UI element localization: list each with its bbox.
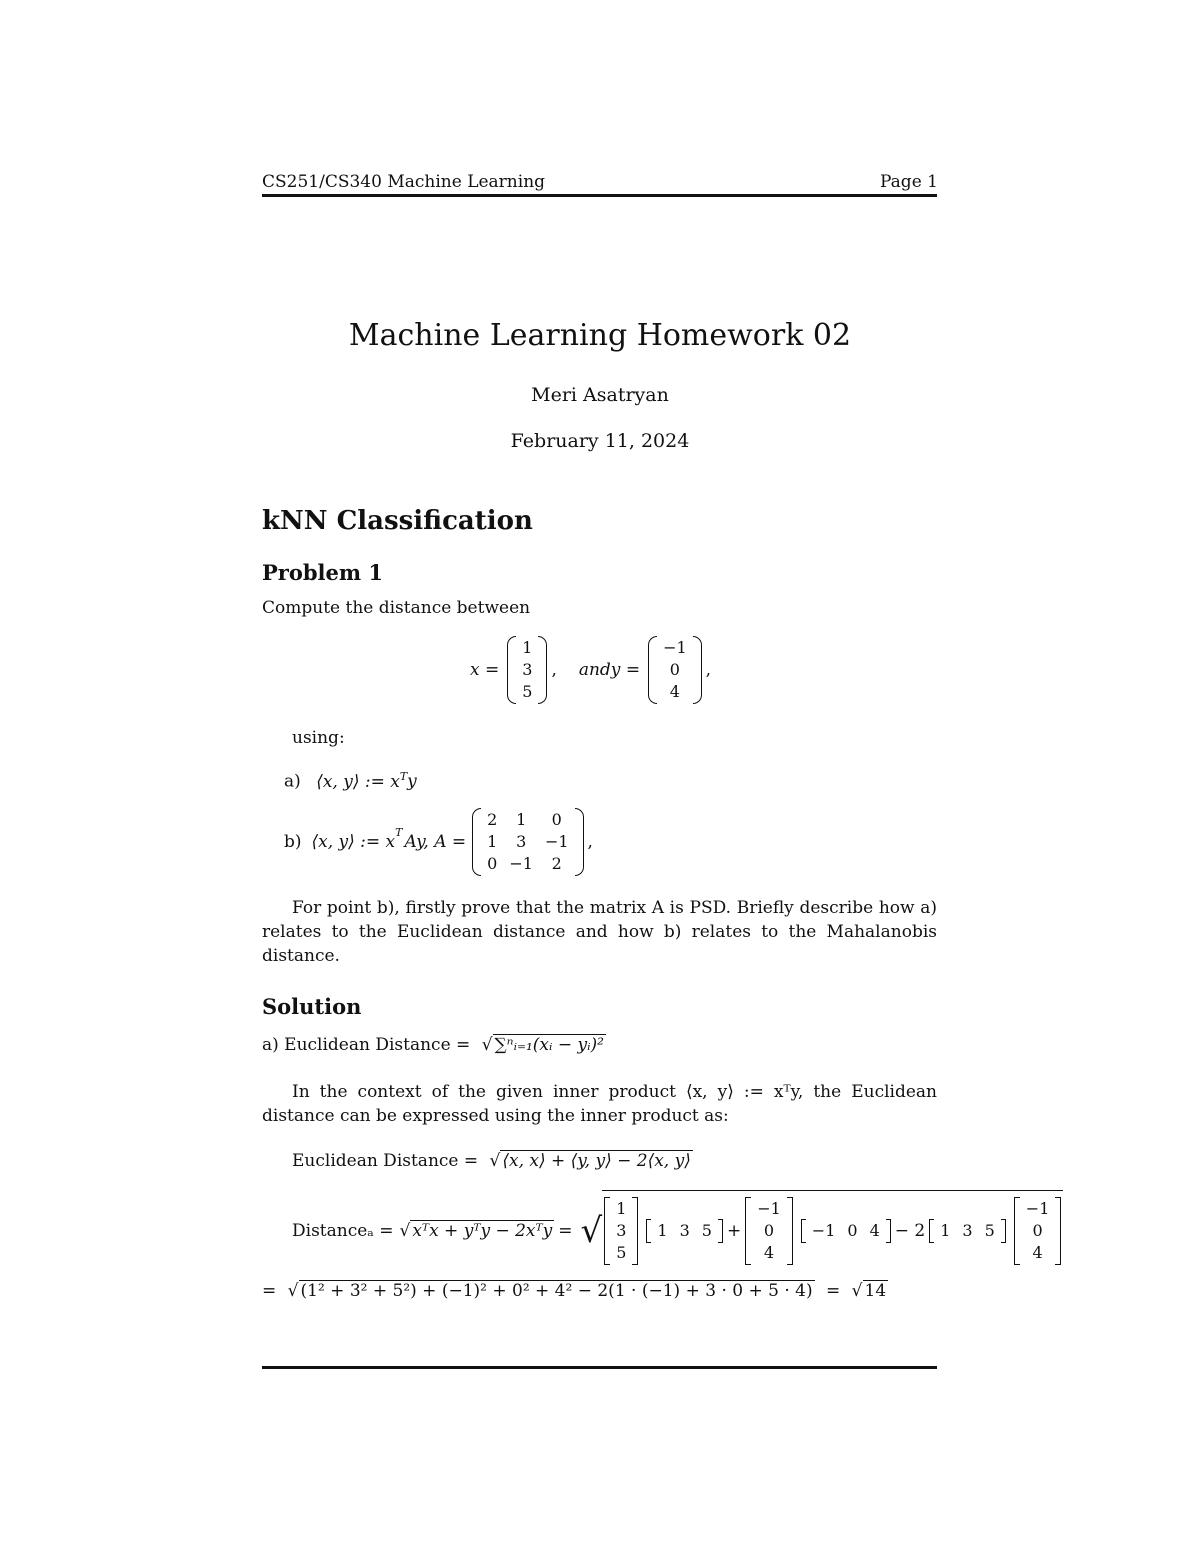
item-b-formula: ⟨x, y⟩ := x: [311, 832, 396, 852]
solution-heading: Solution: [262, 994, 362, 1019]
x-row-entry: 3: [962, 1221, 973, 1240]
plus: +: [726, 1221, 742, 1241]
problem-heading: Problem 1: [262, 560, 384, 585]
x-column-entry: 5: [616, 1243, 627, 1262]
matrix-a-entry: −1: [544, 832, 569, 851]
using-label: using:: [292, 728, 345, 748]
item-b-mid: Ay, A =: [404, 832, 467, 852]
y-row: [801, 1219, 891, 1243]
item-a-tail: y: [407, 771, 417, 792]
y-column-2: [1014, 1197, 1062, 1265]
matrix-a-entry: 3: [516, 832, 527, 851]
comma: ,: [705, 660, 712, 680]
x-column-entry: 3: [616, 1221, 627, 1240]
matrix-a-entry: 0: [487, 854, 498, 873]
minus-two: − 2: [894, 1221, 926, 1241]
distance-expansion: Distanceₐ = √ xᵀx + yᵀy − 2xᵀy = √ 1 3 5 1 3 5 + −1 0 4 −1 0 4 − 2 1 3 5 −1 0 4: [292, 1196, 1063, 1265]
y-column-entry: 4: [763, 1243, 775, 1262]
solution-line-a-formula: ∑ⁿᵢ₌₁(xᵢ − yᵢ)²: [494, 1035, 604, 1055]
final-result-line: = √ (1² + 3² + 5²) + (−1)² + 0² + 4² − 2(1 · (−1) + 3 · 0 + 5 · 4) = √ 14: [262, 1281, 887, 1301]
x-vector: [507, 636, 547, 704]
item-a-label: a): [284, 771, 301, 792]
y-column-entry: −1: [757, 1199, 781, 1218]
problem-intro: Compute the distance between: [262, 598, 531, 618]
y-column-entry: 4: [1032, 1243, 1043, 1262]
x-row-2: [929, 1219, 1006, 1243]
y-label: andy =: [578, 660, 641, 680]
x-row-entry: 5: [701, 1221, 712, 1240]
y-column-entry: 0: [763, 1221, 775, 1240]
x-label: x =: [470, 660, 500, 680]
ed-label: Euclidean Distance =: [292, 1151, 479, 1171]
comma: ,: [551, 660, 557, 680]
final-formula: (1² + 3² + 5²) + (−1)² + 0² + 4² − 2(1 · (−1) + 3 · 0 + 5 · 4): [300, 1281, 813, 1301]
x-row: [646, 1219, 723, 1243]
x-vector-entry: 3: [522, 660, 533, 679]
x-row-entry: 3: [679, 1221, 690, 1240]
matrix-a-entry: −1: [509, 854, 533, 873]
solution-line-a: a) Euclidean Distance = √ ∑ⁿᵢ₌₁(xᵢ − yᵢ)²: [262, 1035, 604, 1055]
transpose-sup: T: [395, 826, 403, 839]
y-vector: [648, 636, 702, 704]
dist-label: Distanceₐ =: [292, 1220, 394, 1241]
y-row-entry: 0: [847, 1221, 858, 1240]
y-column: [745, 1197, 793, 1265]
ed-formula: ⟨x, x⟩ + ⟨y, y⟩ − 2⟨x, y⟩: [502, 1151, 691, 1171]
y-column-entry: −1: [1025, 1199, 1050, 1218]
item-b: [284, 808, 593, 876]
item-a-formula: ⟨x, y⟩ := x: [316, 771, 400, 792]
doc-title: Machine Learning Homework 02: [348, 318, 852, 353]
vector-definitions: [470, 636, 711, 704]
distance-radicand: [602, 1190, 1063, 1265]
final-result: 14: [864, 1281, 887, 1301]
x-vector-entry: 1: [522, 638, 533, 657]
item-a: [284, 770, 417, 792]
x-row-entry: 1: [940, 1221, 951, 1240]
matrix-a: [472, 808, 583, 876]
matrix-a-entry: 1: [516, 810, 527, 829]
matrix-a-entry: 2: [551, 854, 562, 873]
doc-author: Meri Asatryan: [531, 384, 669, 406]
x-row-entry: 1: [657, 1221, 668, 1240]
matrix-a-entry: 0: [551, 810, 562, 829]
problem-note: For point b), firstly prove that the matrix A is PSD. Briefly describe how a) relates to the Euclidean distance and how b) relates to the Mahalanobis distance.: [262, 898, 937, 966]
footer-rule: [262, 1366, 937, 1369]
x-column-entry: 1: [616, 1199, 627, 1218]
y-column-entry: 0: [1032, 1221, 1043, 1240]
dist-formula: xᵀx + yᵀy − 2xᵀy: [412, 1221, 553, 1241]
running-header-course: CS251/CS340 Machine Learning: [262, 172, 546, 192]
item-b-label: b): [284, 832, 302, 852]
matrix-a-entry: 2: [487, 810, 498, 829]
transpose-sup: T: [399, 770, 408, 783]
solution-line-a-label: a) Euclidean Distance =: [262, 1035, 471, 1055]
y-row-entry: 4: [869, 1221, 880, 1240]
y-vector-entry: 0: [669, 660, 680, 679]
equals: =: [558, 1220, 573, 1241]
y-vector-entry: 4: [669, 682, 680, 701]
x-vector-entry: 5: [522, 682, 533, 701]
final-lead: =: [262, 1281, 277, 1301]
x-row-entry: 5: [984, 1221, 995, 1240]
matrix-a-entry: 1: [487, 832, 498, 851]
doc-date: February 11, 2024: [510, 430, 690, 452]
comma: ,: [587, 832, 593, 852]
running-header-page: Page 1: [880, 172, 938, 192]
solution-paragraph: In the context of the given inner product ⟨x, y⟩ := xᵀy, the Euclidean distance can be expressed using the inner product as:: [262, 1082, 937, 1126]
x-column: [604, 1197, 638, 1265]
y-vector-entry: −1: [663, 638, 687, 657]
header-rule: [262, 194, 937, 197]
section-heading: kNN Classification: [262, 506, 533, 536]
y-row-entry: −1: [811, 1221, 836, 1240]
euclidean-inner-product: Euclidean Distance = √ ⟨x, x⟩ + ⟨y, y⟩ − 2⟨x, y⟩: [292, 1151, 691, 1171]
final-equals: =: [826, 1281, 841, 1301]
